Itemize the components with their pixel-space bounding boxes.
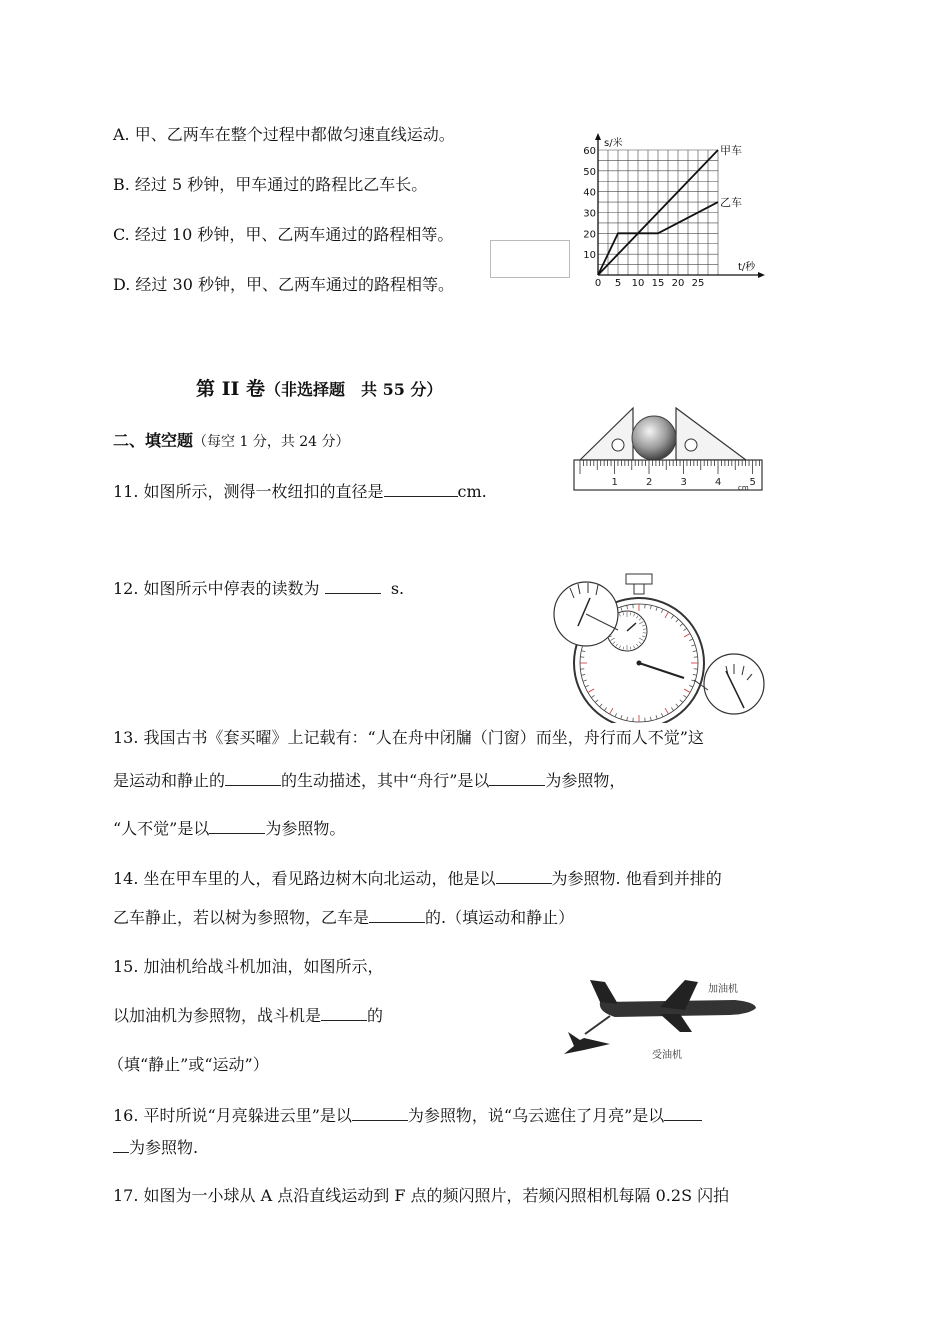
q14-line1 [113,868,722,890]
answer-blank[interactable] [384,482,458,497]
part-note: （每空 1 分，共 24 分） [193,434,350,450]
q14-l2a: 乙车静止，若以树为参照物，乙车是 [113,908,370,927]
q15-l2b: 的 [367,1006,384,1025]
series-label-2: 乙车 [720,196,742,210]
x-axis-label: t/秒 [738,262,756,273]
ruler-tick-label: 1 [611,477,618,488]
ruler-tick-label: 5 [749,477,756,488]
x-tick-label: 0 [594,278,602,289]
q15-l2a: 以加油机为参照物，战斗机是 [113,1006,322,1025]
stopwatch-figure [548,568,778,723]
part-heading [113,430,350,453]
ruler-tick-label: 3 [680,477,687,488]
answer-blank[interactable] [369,908,425,923]
q11-text: 11. 如图所示，测得一枚纽扣的直径是 [113,482,384,501]
empty-box [490,240,570,278]
y-tick-label: 10 [583,250,596,262]
y-tick-label: 20 [583,229,596,241]
q14-line2 [113,907,574,929]
x-tick-label: 10 [631,278,645,289]
q16-l2: 为参照物. [129,1138,199,1157]
option-d: D. 经过 30 秒钟，甲、乙两车通过的路程相等。 [113,275,454,294]
section-title [196,378,442,401]
answer-blank[interactable] [321,1006,367,1021]
q13-line2 [113,770,625,792]
q13-l2b: 的生动描述，其中“舟行”是以 [281,771,490,790]
option-a: A. 甲、乙两车在整个过程中都做匀速直线运动。 [113,125,455,144]
y-tick-label: 40 [583,187,596,199]
answer-blank[interactable] [664,1106,702,1121]
x-tick-label: 5 [614,278,622,289]
q15-line1: 15. 加油机给战斗机加油，如图所示， [113,957,384,976]
question-11 [113,481,487,503]
answer-blank[interactable] [225,771,281,786]
q16-line1 [113,1105,702,1127]
x-tick-label: 15 [651,278,665,289]
ruler-tick-label: 2 [646,477,653,488]
q12-text: 12. 如图所示中停表的读数为 [113,579,320,598]
answer-blank[interactable] [352,1106,408,1121]
option-b: B. 经过 5 秒钟，甲车通过的路程比乙车长。 [113,175,428,194]
answer-blank[interactable] [113,1138,129,1153]
refueling-figure [560,962,780,1072]
q13-l3a: “人不觉”是以 [113,819,210,838]
s-t-chart [580,130,770,290]
q17-line1: 17. 如图为一小球从 A 点沿直线运动到 F 点的频闪照片，若频闪照相机每隔 0.2S 闪拍 [113,1186,730,1205]
q16-l1b: 为参照物，说“乌云遮住了月亮”是以 [407,1106,665,1125]
fighter-label: 受油机 [652,1050,682,1061]
x-tick-label: 25 [691,278,705,289]
q11-unit: cm. [457,482,487,501]
answer-blank[interactable] [489,771,545,786]
x-tick-label: 20 [671,278,685,289]
series-label-1: 甲车 [720,144,742,157]
answer-blank[interactable] [325,579,381,594]
q14-l1a: 14. 坐在甲车里的人，看见路边树木向北运动，他是以 [113,869,496,888]
option-c: C. 经过 10 秒钟，甲、乙两车通过的路程相等。 [113,225,454,244]
answer-blank[interactable] [209,819,265,834]
y-tick-label: 60 [583,146,596,157]
q13-line1: 13. 我国古书《套买曜》上记载有：“人在舟中闭牖（门窗）而坐，舟行而人不觉”这 [113,728,704,747]
q13-l3b: 为参照物。 [265,819,346,838]
y-axis-label: s/米 [604,138,623,149]
answer-blank[interactable] [496,869,552,884]
q13-l2c: 为参照物， [545,771,626,790]
part-title: 二、填空题 [113,431,194,450]
ruler-unit: cm [738,484,749,492]
y-tick-label: 50 [583,166,596,178]
question-12 [113,578,404,600]
q13-line3 [113,818,345,840]
q16-line2 [113,1137,198,1159]
q15-line2 [113,1005,383,1027]
y-tick-label: 30 [583,208,596,220]
ruler-figure [570,398,770,498]
q13-l2a: 是运动和静止的 [113,771,226,790]
section-title-sub: （非选择题 共 55 分） [265,380,443,399]
q12-unit: s. [390,579,405,598]
q16-l1a: 16. 平时所说“月亮躲进云里”是以 [113,1106,352,1125]
q14-l1b: 为参照物. 他看到并排的 [551,869,722,888]
section-title-main: 第 II 卷 [196,378,266,400]
q14-l2b: 的.（填运动和静止） [425,908,575,927]
q15-line3: （填“静止”或“运动”） [108,1055,269,1074]
ruler-tick-label: 4 [715,477,722,488]
tanker-label: 加油机 [708,984,738,995]
